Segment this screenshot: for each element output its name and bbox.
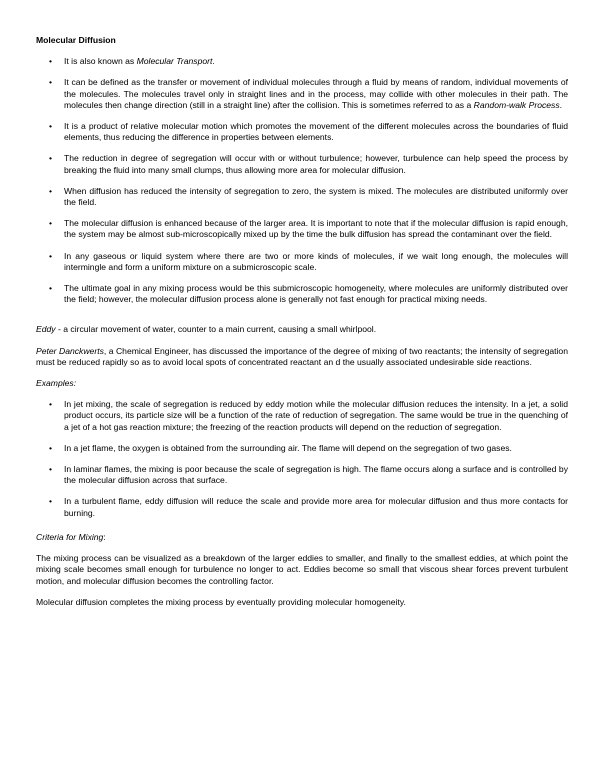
list-item: • The reduction in degree of segregation will occur with or without turbulence; however, turbulence can help speed the process by breaking the fluid into many small clumps, thus allowing more area for molecular diffusion.: [49, 153, 568, 175]
bullet-icon: •: [49, 442, 53, 453]
list-item: • In a turbulent flame, eddy diffusion will reduce the scale and provide more area for molecular diffusion and thus more contacts for burning.: [49, 496, 568, 518]
list-item: • In laminar flames, the mixing is poor because the scale of segregation is high. The flame occurs along a surface and is controlled by the molecular diffusion across that surface.: [49, 464, 568, 486]
document-page: [36, 35, 568, 618]
bullet-icon: •: [49, 121, 53, 132]
list-item: • When diffusion has reduced the intensity of segregation to zero, the system is mixed. The molecules are distributed uniformly over the field.: [49, 185, 568, 208]
section-title: Molecular Diffusion: [36, 35, 116, 45]
list-item: • In jet mixing, the scale of segregation is reduced by eddy motion while the molecular diffusion reduces the intensity. In a jet, a solid product occurs, its particle size will be a function of the rate of reduction of segregation. The same would be true in the quenching of a jet of a hot gas reaction mixture; the freezing of the reaction products will depend on the reduction of segregation.: [49, 399, 568, 432]
bullet-icon: •: [49, 153, 53, 164]
bullet-icon: •: [49, 250, 53, 261]
bullet-icon: •: [49, 56, 53, 67]
bullet-icon: •: [49, 496, 53, 507]
list-item: • In any gaseous or liquid system where there are two or more kinds of molecules, if we wait long enough, the molecules will intermingle and form a uniform mixture on a submicroscopic scale.: [49, 250, 568, 272]
bullet-icon: •: [49, 185, 53, 196]
bullet-icon: •: [49, 464, 53, 475]
list-item: • The ultimate goal in any mixing process would be this submicroscopic homogeneity, where molecules are uniformly distributed over the field; however, the molecular diffusion process alone is generally not fast enough for practical mixing needs.: [49, 283, 568, 305]
criteria-heading: Criteria for Mixing:: [36, 531, 106, 542]
examples-heading: Examples:: [36, 378, 77, 389]
bullet-icon: •: [49, 283, 53, 294]
bullet-icon: •: [49, 218, 53, 229]
list-item: • It is also known as Molecular Transport.: [49, 56, 215, 67]
bullet-icon: •: [49, 77, 53, 88]
diffusion-bullet-list: [36, 56, 568, 305]
examples-bullet-list: [36, 399, 568, 519]
eddy-definition: Eddy - a circular movement of water, counter to a main current, causing a small whirlpool.: [36, 324, 377, 335]
list-item: • It can be defined as the transfer or movement of individual molecules through a fluid by means of random, individual movements of the molecules. The molecules travel only in straight lines and in the process, may collide with other molecules in their path. The molecules then change direction (still in a straight line) after the collision. This is sometimes referred to as a Random-walk Process.: [49, 77, 568, 110]
list-item: • In a jet flame, the oxygen is obtained from the surrounding air. The flame will depend on the segregation of two gases.: [49, 442, 512, 453]
danckwerts-paragraph: Peter Danckwerts, a Chemical Engineer, has discussed the importance of the degree of mixing of two reactants; the intensity of segregation must be reduced rapidly so as to avoid local spots of concentrated reactant an d the usually associated undesirable side reactions.: [36, 345, 568, 367]
bullet-icon: •: [49, 399, 53, 410]
list-item: • It is a product of relative molecular motion which promotes the movement of the different molecules across the boundaries of fluid elements, thus reducing the difference in properties between elements.: [49, 121, 568, 143]
final-paragraph: Molecular diffusion completes the mixing process by eventually providing molecular homogeneity.: [36, 596, 406, 607]
mixing-paragraph: The mixing process can be visualized as a breakdown of the larger eddies to smaller, and finally to the smallest eddies, at which point the mixing scale becomes small enough for turbulence no longer to act. Eddies become so small that viscous shear forces prevent turbulent motion, and molecular diffusion becomes the controlling factor.: [36, 553, 568, 586]
list-item: • The molecular diffusion is enhanced because of the larger area. It is important to note that if the molecular diffusion is rapid enough, the system may be almost sub-microscopically mixed up by the time the bulk diffusion has spread the contaminant over the field.: [49, 218, 568, 240]
